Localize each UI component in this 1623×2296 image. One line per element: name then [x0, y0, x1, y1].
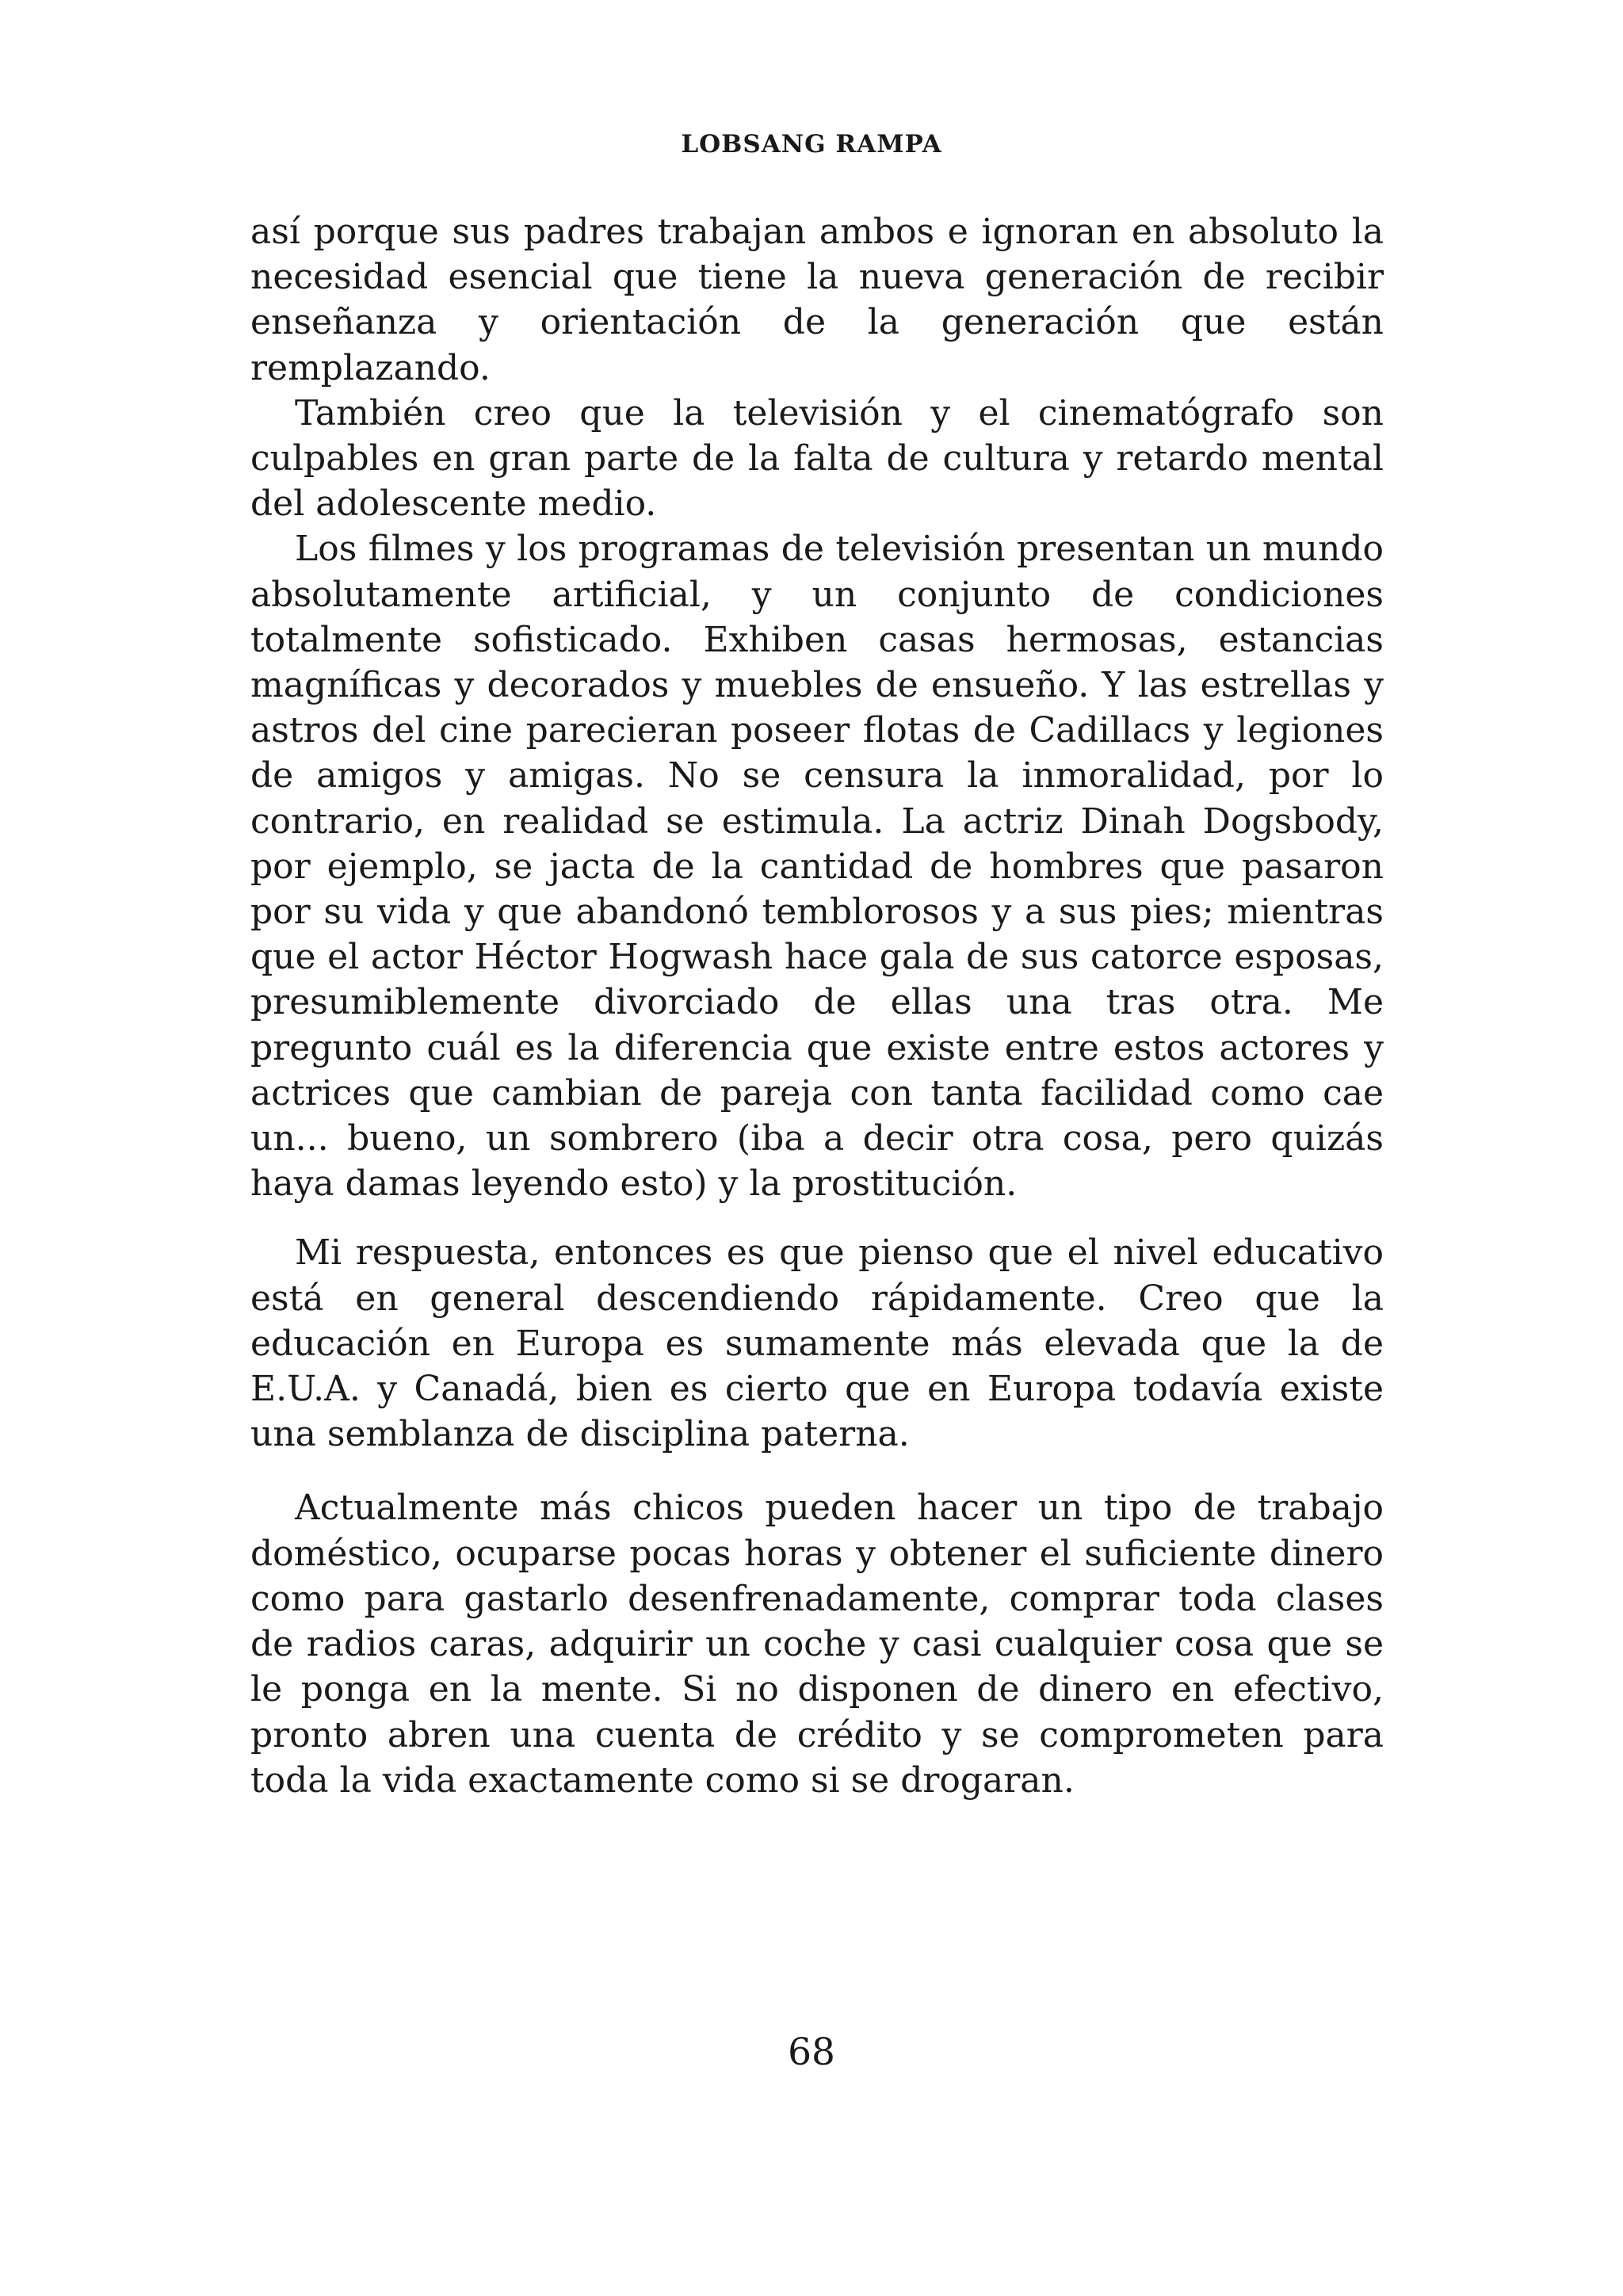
paragraph: También creo que la televisión y el cinematógrafo son culpables en gran parte de la falta de cultura y retardo mental del adolescente medio.	[250, 392, 1384, 525]
paragraph: Mi respuesta, entonces es que pienso que el nivel educativo está en general descendiendo rápidamente. Creo que la educación en Europa es sumamente más elevada que la de E.U.A. y Canadá, bien es cierto que en Europa todavía existe una semblanza de disciplina paterna.	[250, 1232, 1384, 1455]
page-number: 68	[788, 2030, 835, 2074]
running-header: LOBSANG RAMPA	[681, 130, 942, 159]
paragraph: Los filmes y los programas de televisión presentan un mundo absolutamente artificial, y un conjunto de condiciones totalmente sofisticado. Exhiben casas hermosas, estancias magníficas y decorados y muebles de ensueño. Y las estrellas y astros del cine parecieran poseer flotas de Cadillacs y legiones de amigos y amigas. No se censura la inmoralidad, por lo contrario, en realidad se estimula. La actriz Dinah Dogsbody, por ejemplo, se jacta de la cantidad de hombres que pasaron por su vida y que abandonó temblorosos y a sus pies; mientras que el actor Héctor Hogwash hace gala de sus catorce esposas, presumiblemente divorciado de ellas una tras otra. Me pregunto cuál es la diferencia que existe entre estos actores y actrices que cambian de pareja con tanta facilidad como cae un... bueno, un sombrero (iba a decir otra cosa, pero quizás haya damas leyendo esto) y la prostitución.	[250, 529, 1384, 1205]
paragraph: así porque sus padres trabajan ambos e ignoran en absoluto la necesidad esencial que tiene la nueva generación de recibir enseñanza y orientación de la generación que están remplazando.	[250, 212, 1384, 388]
paragraph: Actualmente más chicos pueden hacer un tipo de trabajo doméstico, ocuparse pocas horas y obtener el suficiente dinero como para gastarlo desenfrenadamente, comprar toda clases de radios caras, adquirir un coche y casi cualquier cosa que se le ponga en la mente. Si no disponen de dinero en efectivo, pronto abren una cuenta de crédito y se comprometen para toda la vida exactamente como si se drogaran.	[250, 1488, 1384, 1801]
body-text	[250, 209, 1384, 1803]
